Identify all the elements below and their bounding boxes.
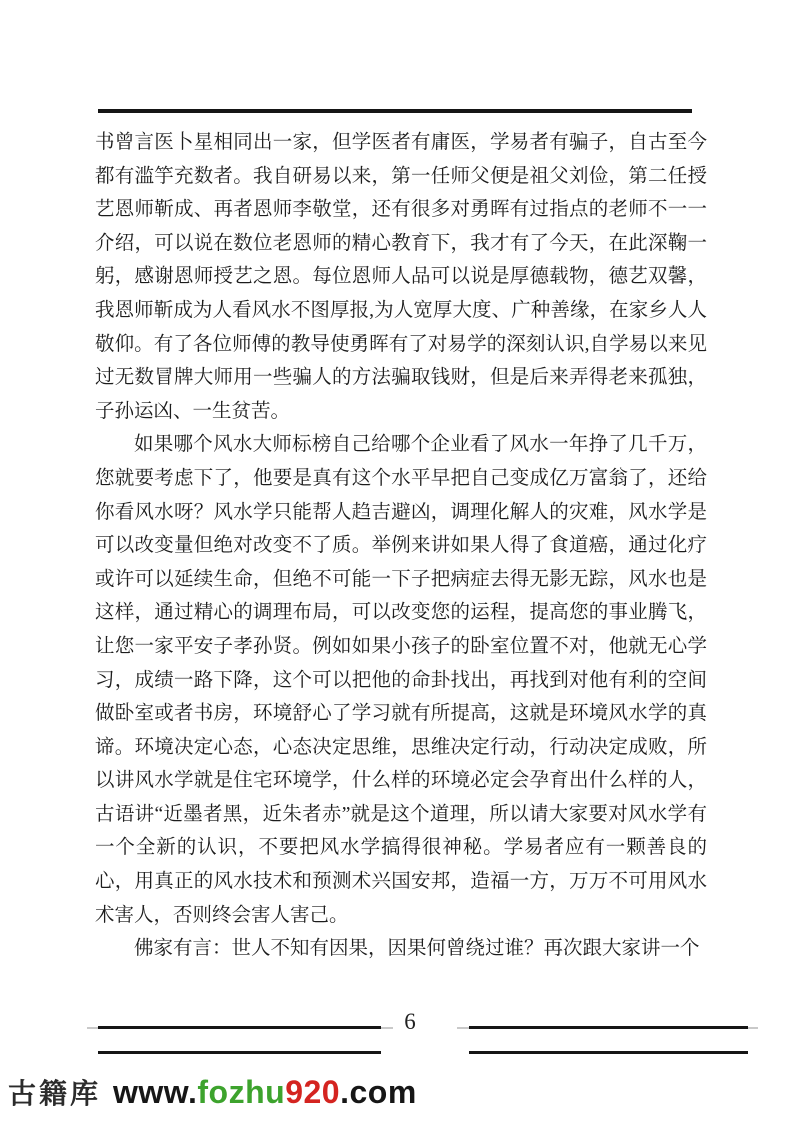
watermark-site-name: 古籍库 (8, 1078, 102, 1109)
footer-rule-gray-tip (748, 1027, 758, 1029)
paragraph: 如果哪个风水大师标榜自己给哪个企业看了风水一年挣了几千万，您就要考虑下了，他要是真有这个水平早把自己变成亿万富翁了，还给你看风水呀？风水学只能帮人趋吉避凶，调理化解人的灾难，风水学是可以改变量但绝对改变不了质。举例来讲如果人得了食道癌，通过化疗或许可以延续生命，但绝不可能一下子把病症去得无影无踪，风水也是这样，通过精心的调理布局，可以改变您的运程，提高您的事业腾飞，让您一家平安子孝孙贤。例如如果小孩子的卧室位置不对，他就无心学习，成绩一路下降，这个可以把他的命卦找出，再找到对他有利的空间做卧室或者书房，环境舒心了学习就有所提高，这就是环境风水学的真谛。环境决定心态，心态决定思维，思维决定行动，行动决定成败，所以讲风水学就是住宅环境学，什么样的环境必定会孕育出什么样的人，古语讲“近墨者黑，近朱者赤”就是这个道理，所以请大家要对风水学有一个全新的认识，不要把风水学搞得很神秘。学易者应有一颗善良的心，用真正的风水技术和预测术兴国安邦，造福一方，万万不可用风水术害人，否则终会害人害己。 (95, 434, 707, 926)
paragraph: 佛家有言：世人不知有因果，因果何曾绕过谁？再次跟大家讲一个 (134, 938, 700, 960)
footer-rule-left-bottom (98, 1051, 381, 1054)
footer-rule-right-bottom (469, 1051, 748, 1054)
footer-rule-left-top (98, 1026, 381, 1029)
footer-rule-right-top (469, 1026, 748, 1029)
header-rule (98, 109, 692, 113)
watermark-url-tld: .com (340, 1074, 417, 1110)
footer-rule-gray-tip (87, 1027, 98, 1029)
page-number: 6 (404, 1009, 416, 1034)
footer-rule-gray-tip (457, 1027, 469, 1029)
watermark (8, 1072, 417, 1112)
watermark-url-name: fozhu (197, 1074, 286, 1110)
watermark-url-number: 920 (285, 1074, 341, 1110)
page-body (95, 126, 707, 966)
watermark-url-www: www. (113, 1074, 198, 1110)
paragraph: 书曾言医卜星相同出一家，但学医者有庸医，学易者有骗子，自古至今都有滥竽充数者。我自研易以来，第一任师父便是祖父刘俭，第二任授艺恩师靳成、再者恩师李敬堂，还有很多对勇晖有过指点的老师不一一介绍，可以说在数位老恩师的精心教育下，我才有了今天，在此深鞠一躬，感谢恩师授艺之恩。每位恩师人品可以说是厚德载物，德艺双馨，我恩师靳成为人看风水不图厚报,为人宽厚大度、广种善缘，在家乡人人敬仰。有了各位师傅的教导使勇晖有了对易学的深刻认识,自学易以来见过无数冒牌大师用一些骗人的方法骗取钱财，但是后来弄得老来孤独，子孙运凶、一生贫苦。 (95, 132, 707, 422)
